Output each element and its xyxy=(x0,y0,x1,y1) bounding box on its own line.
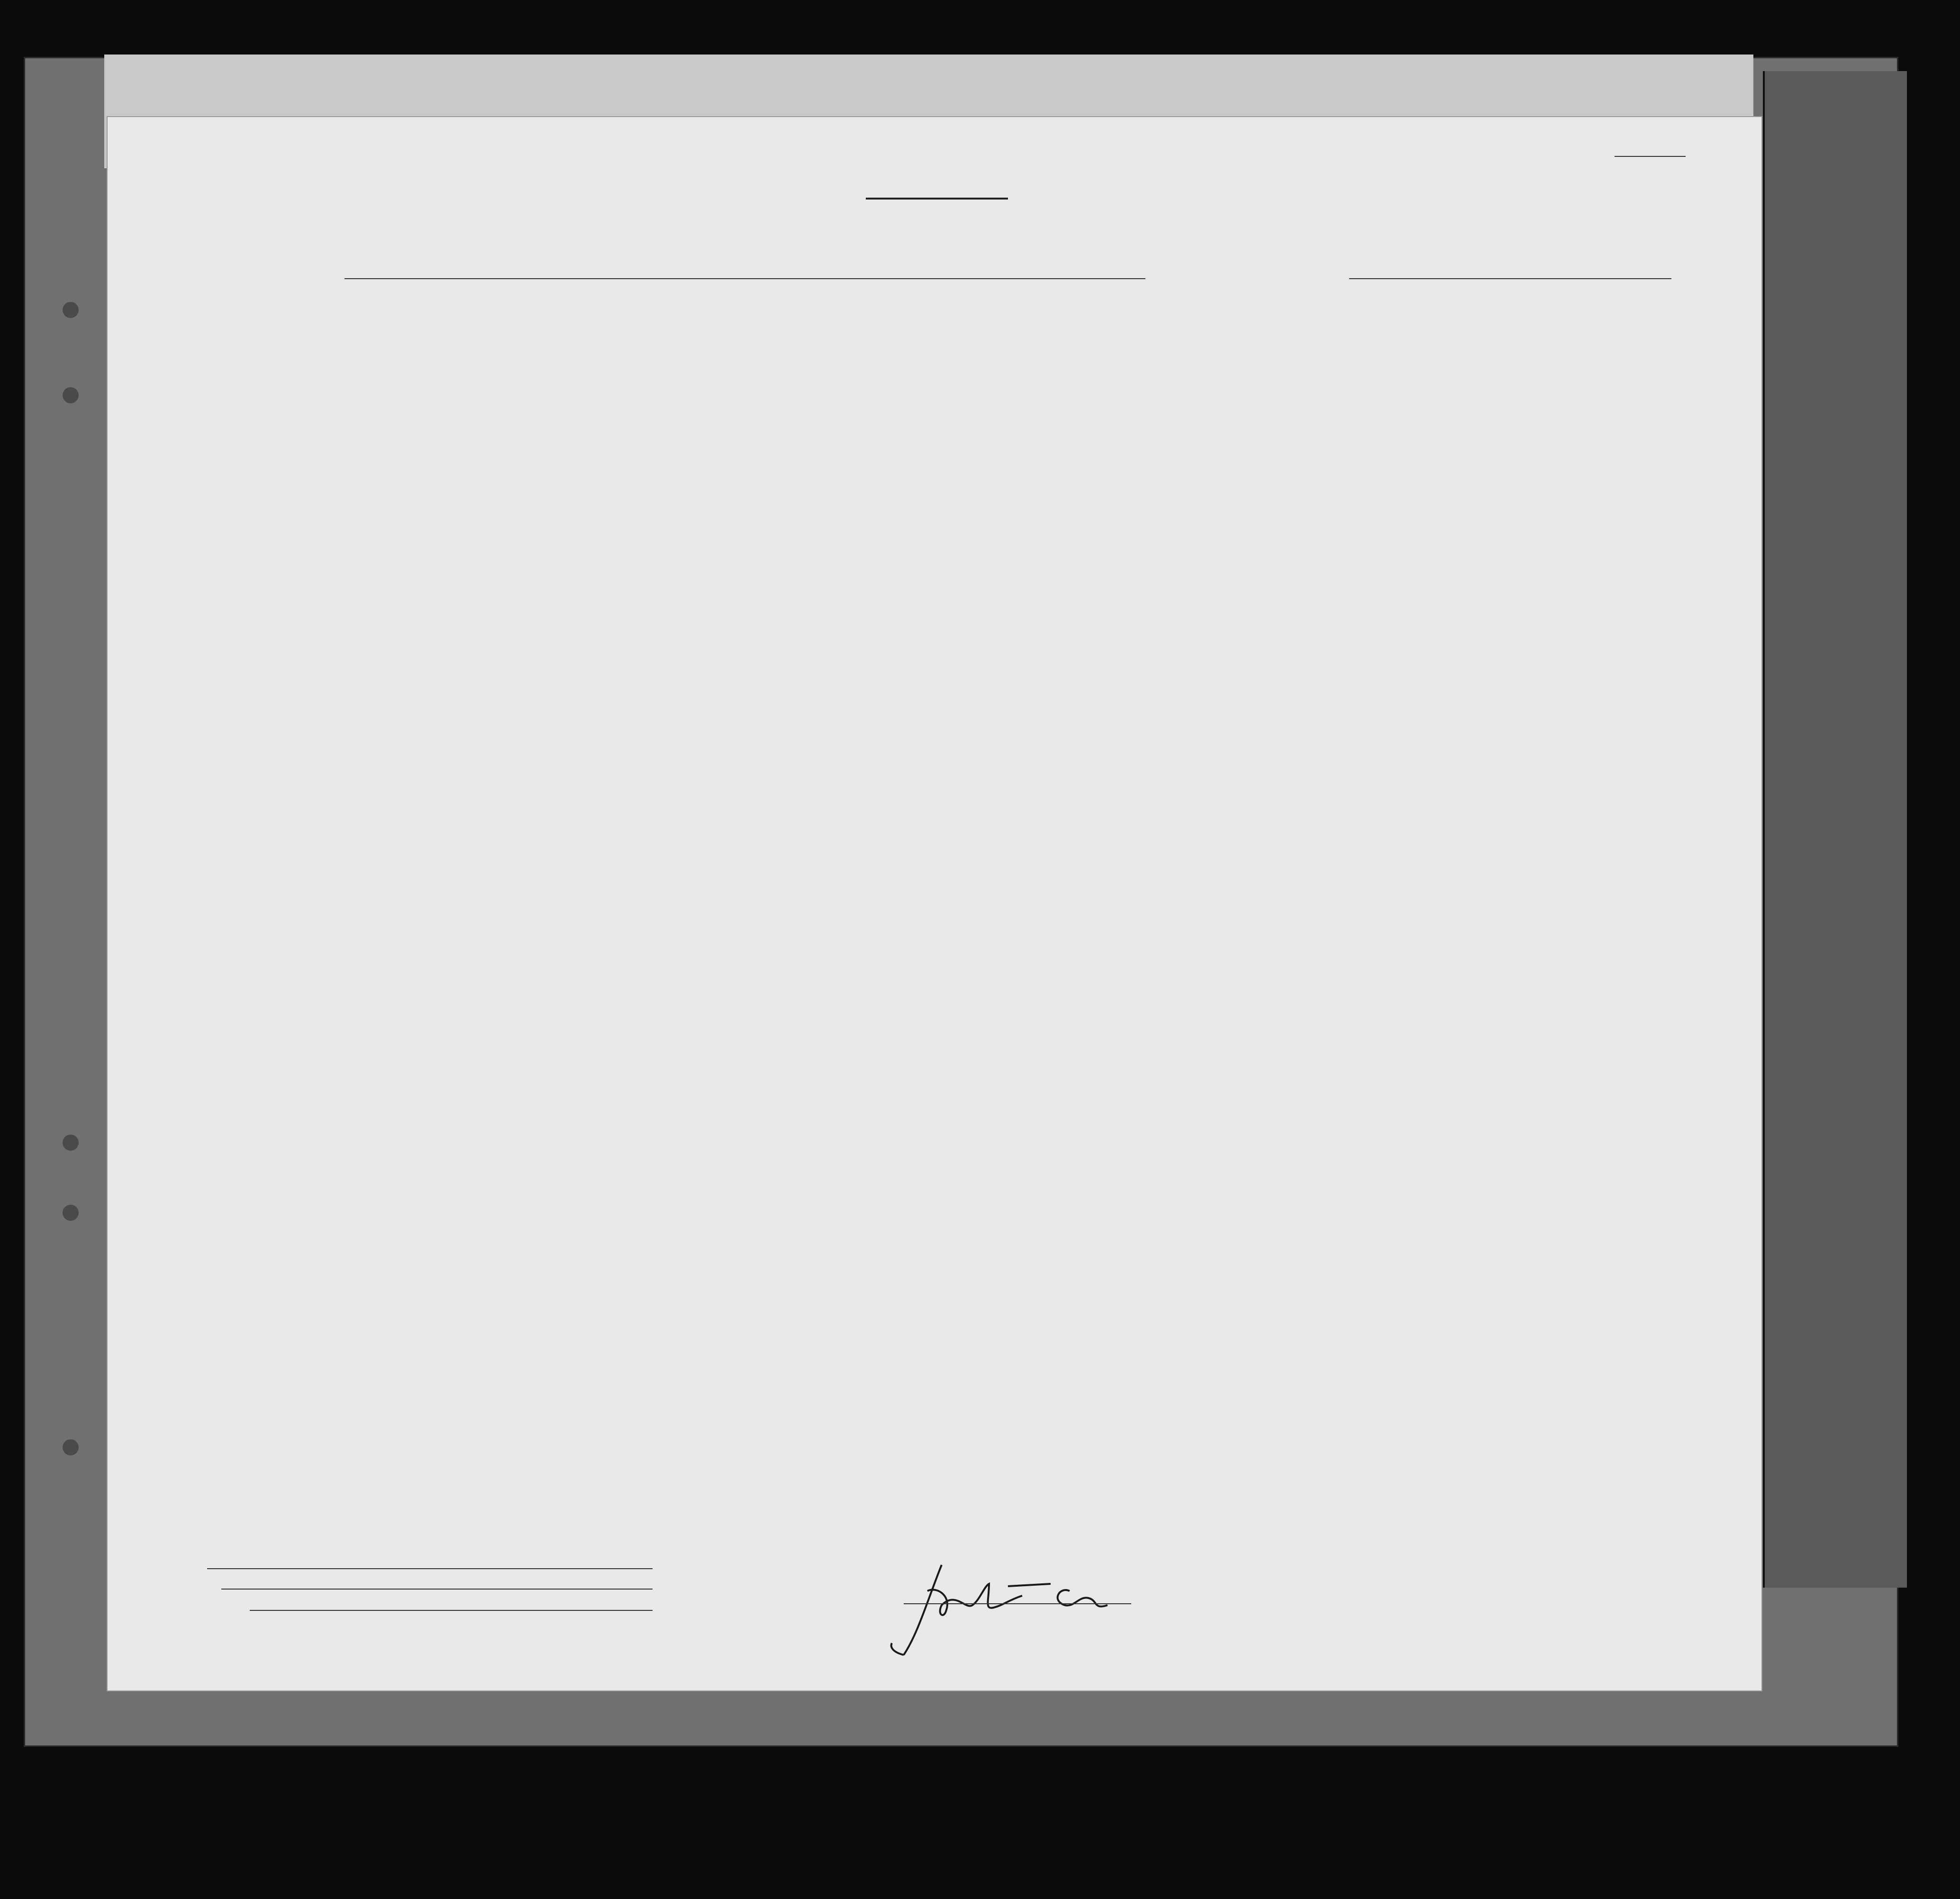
right-strip xyxy=(1763,71,1907,1588)
binder-hole xyxy=(63,387,79,403)
binder-hole xyxy=(63,1205,79,1221)
date-line xyxy=(913,278,1145,279)
from-port-line xyxy=(1349,278,1671,279)
line-rule xyxy=(207,1568,653,1569)
title-rule xyxy=(866,198,1008,200)
owners-rule xyxy=(221,1589,653,1590)
agents-rule xyxy=(250,1610,653,1611)
inspector-rule xyxy=(904,1603,1131,1604)
sheet-number xyxy=(1558,141,1562,157)
vessel-line xyxy=(345,278,709,279)
binder-hole xyxy=(63,1135,79,1151)
printing-office xyxy=(169,289,207,293)
sheet-number-line xyxy=(1615,156,1686,157)
binder-hole xyxy=(63,1439,79,1455)
manifest-sheet xyxy=(107,116,1762,1691)
binder-hole xyxy=(63,302,79,318)
inspector-signature xyxy=(785,1558,1126,1667)
